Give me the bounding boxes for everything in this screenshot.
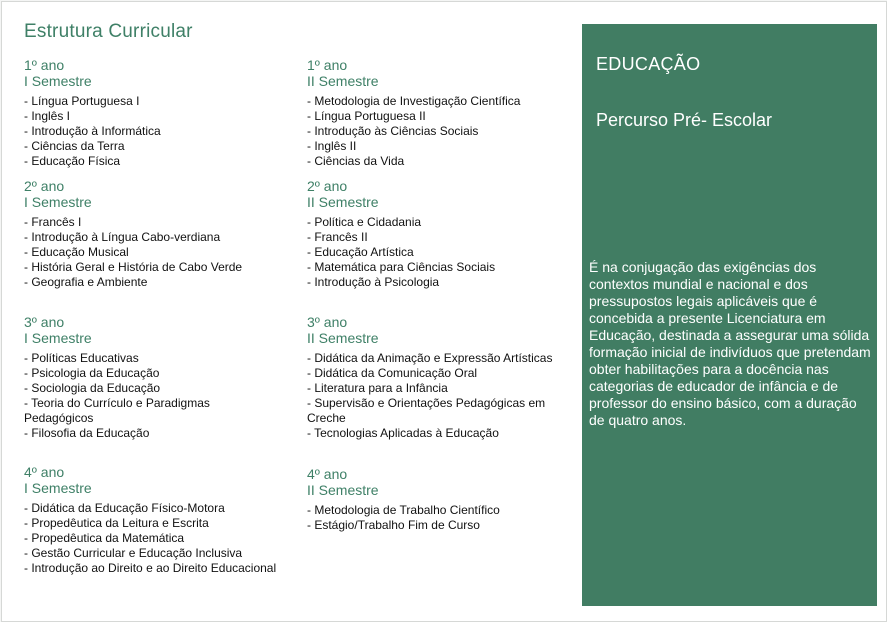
course-item: - Propedêutica da Matemática (24, 531, 185, 545)
course-item: - Metodologia de Investigação Científica (307, 94, 521, 108)
course-item: - Educação Artística (307, 245, 414, 259)
course-item: - Matemática para Ciências Sociais (307, 260, 496, 274)
course-item: - Didática da Animação e Expressão Artísticas (307, 351, 553, 365)
course-item: - Teoria do Currículo e Paradigmas Pedagógicos (24, 396, 210, 425)
semester-label: I Semestre (24, 330, 92, 346)
course-item: - Língua Portuguesa I (24, 94, 140, 108)
course-item: - Supervisão e Orientações Pedagógicas em Creche (307, 396, 546, 425)
year-label: 3º ano (307, 314, 348, 330)
course-item: - Metodologia de Trabalho Científico (307, 503, 500, 517)
year2-semester2 (307, 179, 577, 290)
course-item: - Introdução à Língua Cabo-verdiana (24, 230, 221, 244)
year3-semester2 (307, 315, 577, 441)
course-list (307, 503, 577, 533)
semester-label: II Semestre (307, 330, 379, 346)
course-list (24, 351, 279, 441)
course-list (307, 94, 577, 169)
program-description: É na conjugação das exigências dos contextos mundial e nacional e dos pressupostos legais aplicáveis que é concebida a presente Licenciatura em Educação, destinada a assegurar uma sólida formação inicial de indivíduos que pretendam obter habilitações para a docência nas categorias de educador de infância e de professor do ensino básico, com a duração de quatro anos. (589, 259, 871, 428)
year-label: 1º ano (307, 57, 348, 73)
course-item: - Didática da Educação Físico-Motora (24, 501, 225, 515)
course-item: - Francês I (24, 215, 82, 229)
year-label: 4º ano (307, 466, 348, 482)
course-item: - Política e Cidadania (307, 215, 422, 229)
course-item: - Estágio/Trabalho Fim de Curso (307, 518, 480, 532)
course-item: - Educação Musical (24, 245, 129, 259)
course-item: - Didática da Comunicação Oral (307, 366, 478, 380)
semester-label: II Semestre (307, 194, 379, 210)
year-label: 2º ano (307, 178, 348, 194)
course-item: - Políticas Educativas (24, 351, 139, 365)
year3-semester1 (24, 315, 279, 441)
course-item: - Sociologia da Educação (24, 381, 161, 395)
course-item: - Introdução ao Direito e ao Direito Educacional (24, 561, 277, 575)
semester-label: II Semestre (307, 482, 379, 498)
course-list (307, 351, 577, 441)
course-item: - Inglês I (24, 109, 71, 123)
course-item: - Ciências da Vida (307, 154, 405, 168)
year4-semester2 (307, 467, 577, 533)
semester-label: I Semestre (24, 480, 92, 496)
course-list (307, 215, 577, 290)
year-label: 2º ano (24, 178, 65, 194)
course-item: - Língua Portuguesa II (307, 109, 426, 123)
course-item: - Francês II (307, 230, 368, 244)
course-item: - Psicologia da Educação (24, 366, 160, 380)
year1-semester2 (307, 58, 577, 169)
course-item: - Introdução à Psicologia (307, 275, 440, 289)
course-item: - Literatura para a Infância (307, 381, 448, 395)
course-item: - Tecnologias Aplicadas à Educação (307, 426, 499, 440)
course-item: - Ciências da Terra (24, 139, 125, 153)
semester-label: I Semestre (24, 73, 92, 89)
course-item: - História Geral e História de Cabo Verde (24, 260, 243, 274)
course-item: - Introdução às Ciências Sociais (307, 124, 479, 138)
course-item: - Educação Física (24, 154, 121, 168)
program-subtitle: Percurso Pré- Escolar (596, 110, 773, 130)
brochure-page (1, 1, 887, 622)
semester-label: II Semestre (307, 73, 379, 89)
program-info-panel (582, 24, 877, 606)
page-title: Estrutura Curricular (24, 21, 193, 42)
course-item: - Geografia e Ambiente (24, 275, 148, 289)
course-list (24, 501, 279, 576)
program-title: EDUCAÇÃO (596, 54, 701, 74)
semester-label: I Semestre (24, 194, 92, 210)
course-item: - Introdução à Informática (24, 124, 161, 138)
year4-semester1 (24, 465, 279, 576)
year1-semester1 (24, 58, 294, 169)
course-item: - Inglês II (307, 139, 357, 153)
course-list (24, 94, 294, 169)
course-list (24, 215, 294, 290)
year-label: 1º ano (24, 57, 65, 73)
course-item: - Gestão Curricular e Educação Inclusiva (24, 546, 243, 560)
course-item: - Propedêutica da Leitura e Escrita (24, 516, 209, 530)
course-item: - Filosofia da Educação (24, 426, 150, 440)
year-label: 4º ano (24, 464, 65, 480)
year2-semester1 (24, 179, 294, 290)
year-label: 3º ano (24, 314, 65, 330)
